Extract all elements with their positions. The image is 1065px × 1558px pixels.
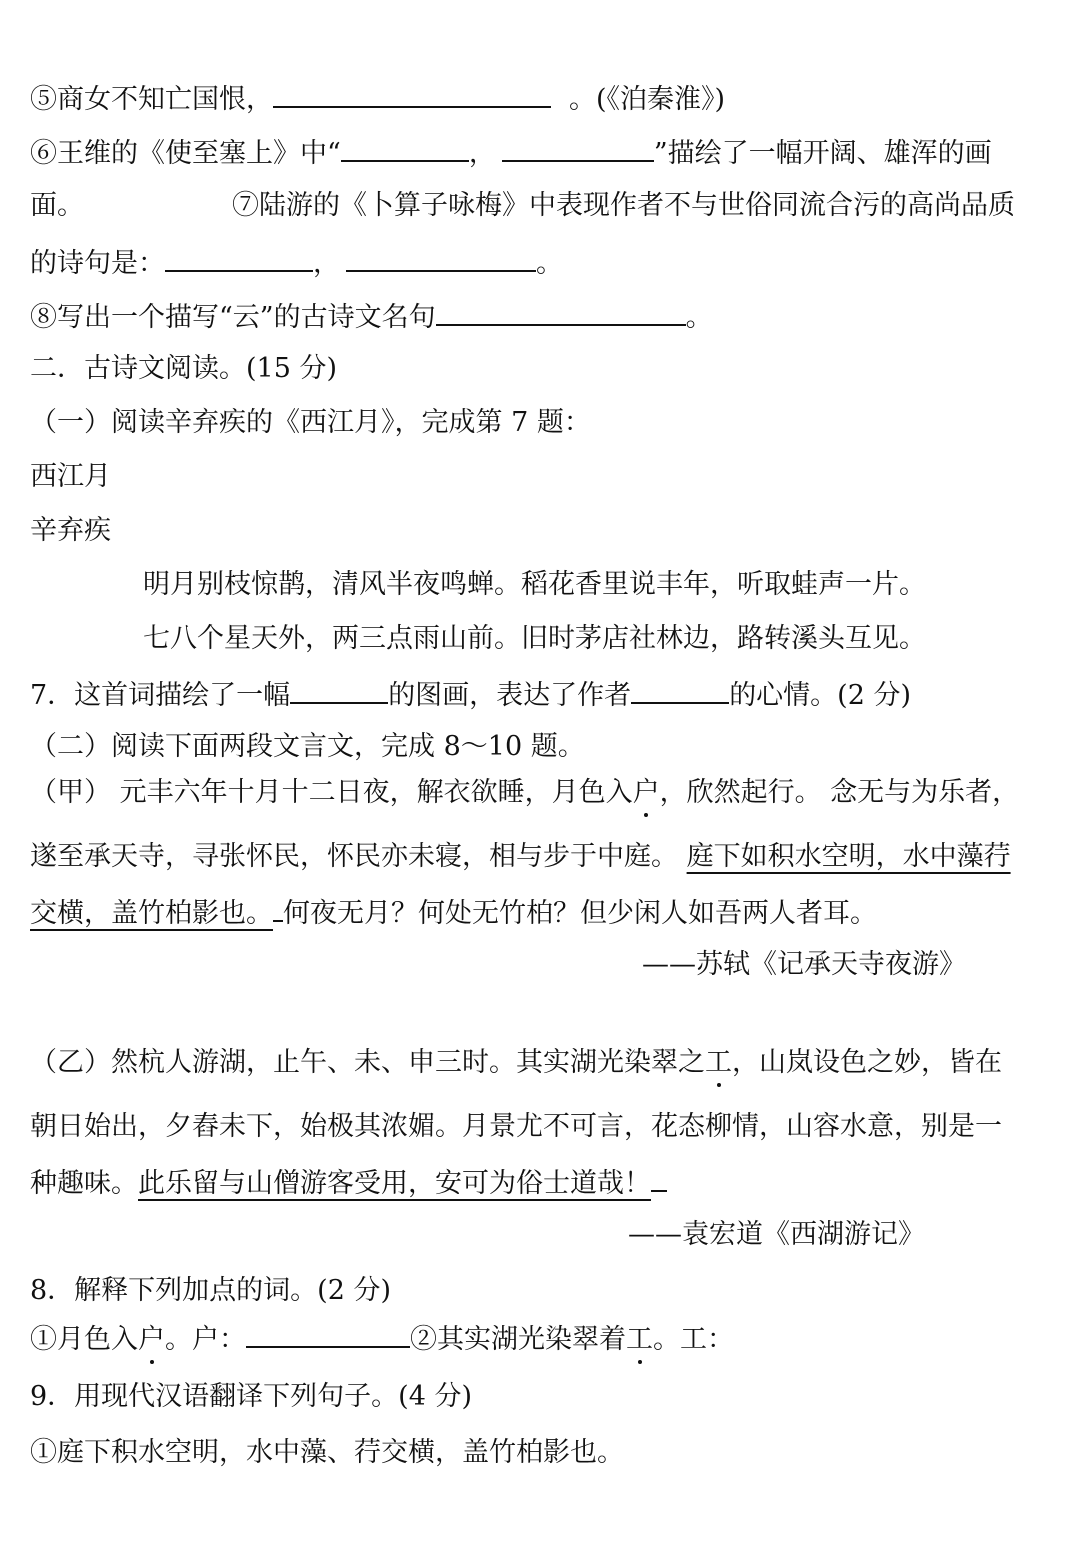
emphasis-dot-char: 户 — [632, 777, 660, 808]
underlined-sentence: 庭下如积水空明，水中藻荇 — [686, 841, 1011, 872]
question-6: ⑥王维的《使至塞上》中“ ， ”描绘了一幅开阔、雄浑的画 — [30, 134, 992, 171]
passage-jia-line: （甲） 元丰六年十月十二日夜，解衣欲睡，月色入户，欣然起行。 念无与为乐者， — [30, 777, 1020, 808]
passage-source: ——苏轼《记承天寺夜游》 — [642, 949, 966, 980]
question-8-items: ①月色入户。户： ②其实湖光染翠着工。工： — [30, 1320, 734, 1357]
answer-blank[interactable] — [346, 244, 536, 272]
question-6-7-line: 面。 ⑦陆游的《卜算子咏梅》中表现作者不与世俗同流合污的高尚品质 — [30, 190, 1015, 221]
poem-author: 辛弃疾 — [30, 515, 111, 546]
question-9-title: 9．用现代汉语翻译下列句子。(4 分) — [30, 1381, 473, 1412]
question-7: 7．这首词描绘了一幅 的图画，表达了作者 的心情。(2 分) — [30, 676, 911, 713]
passage-yi-line: （乙）然杭人游湖，止午、未、申三时。其实湖光染翠之工，山岚设色之妙，皆在 — [30, 1047, 1002, 1078]
passage-jia-line: 遂至承天寺，寻张怀民，怀民亦未寝，相与步于中庭。 庭下如积水空明，水中藻荇 — [30, 841, 1011, 872]
emphasis-dot-char: 工 — [705, 1047, 732, 1078]
question-9-sentence: ①庭下积水空明，水中藻、荇交横，盖竹柏影也。 — [30, 1437, 624, 1468]
passage-yi-line: 朝日始出，夕舂未下，始极其浓媚。月景尤不可言，花态柳情，山容水意，别是一 — [30, 1111, 1002, 1142]
passage-source: ——袁宏道《西湖游记》 — [628, 1219, 925, 1250]
answer-blank[interactable] — [341, 134, 469, 162]
answer-blank[interactable] — [246, 1320, 410, 1348]
poem-title: 西江月 — [30, 461, 111, 492]
answer-blank[interactable] — [165, 244, 313, 272]
answer-blank[interactable] — [290, 676, 388, 704]
answer-blank[interactable] — [273, 80, 551, 108]
answer-blank[interactable] — [502, 134, 654, 162]
emphasis-dot-char: 工 — [626, 1324, 653, 1355]
underlined-sentence: 交横，盖竹柏影也。 — [30, 898, 273, 929]
section-title: 二．古诗文阅读。(15 分) — [30, 353, 338, 384]
question-7-answer-line: 的诗句是： ， 。 — [30, 244, 563, 281]
poem-line: 明月别枝惊鹊，清风半夜鸣蝉。稻花香里说丰年，听取蛙声一片。 — [143, 569, 926, 600]
poem-line: 七八个星天外，两三点雨山前。旧时茅店社林边，路转溪头互见。 — [143, 623, 926, 654]
passage-yi-line: 种趣味。此乐留与山僧游客受用，安可为俗士道哉！ — [30, 1164, 667, 1201]
part-2-intro: （二）阅读下面两段文言文，完成 8～10 题。 — [30, 731, 585, 762]
answer-blank[interactable] — [631, 676, 729, 704]
answer-blank[interactable] — [436, 298, 686, 326]
question-8-title: 8．解释下列加点的词。(2 分) — [30, 1275, 392, 1306]
part-1-intro: （一）阅读辛弃疾的《西江月》，完成第 7 题： — [30, 407, 591, 438]
question-8-cloud: ⑧写出一个描写“云”的古诗文名句 。 — [30, 298, 713, 335]
passage-jia-line: 交横，盖竹柏影也。 何夜无月？何处无竹柏？但少闲人如吾两人者耳。 — [30, 894, 877, 931]
underlined-sentence: 此乐留与山僧游客受用，安可为俗士道哉！ — [138, 1168, 651, 1199]
emphasis-dot-char: 户 — [138, 1324, 165, 1355]
question-5: ⑤商女不知亡国恨， 。(《泊秦淮》) — [30, 80, 725, 117]
